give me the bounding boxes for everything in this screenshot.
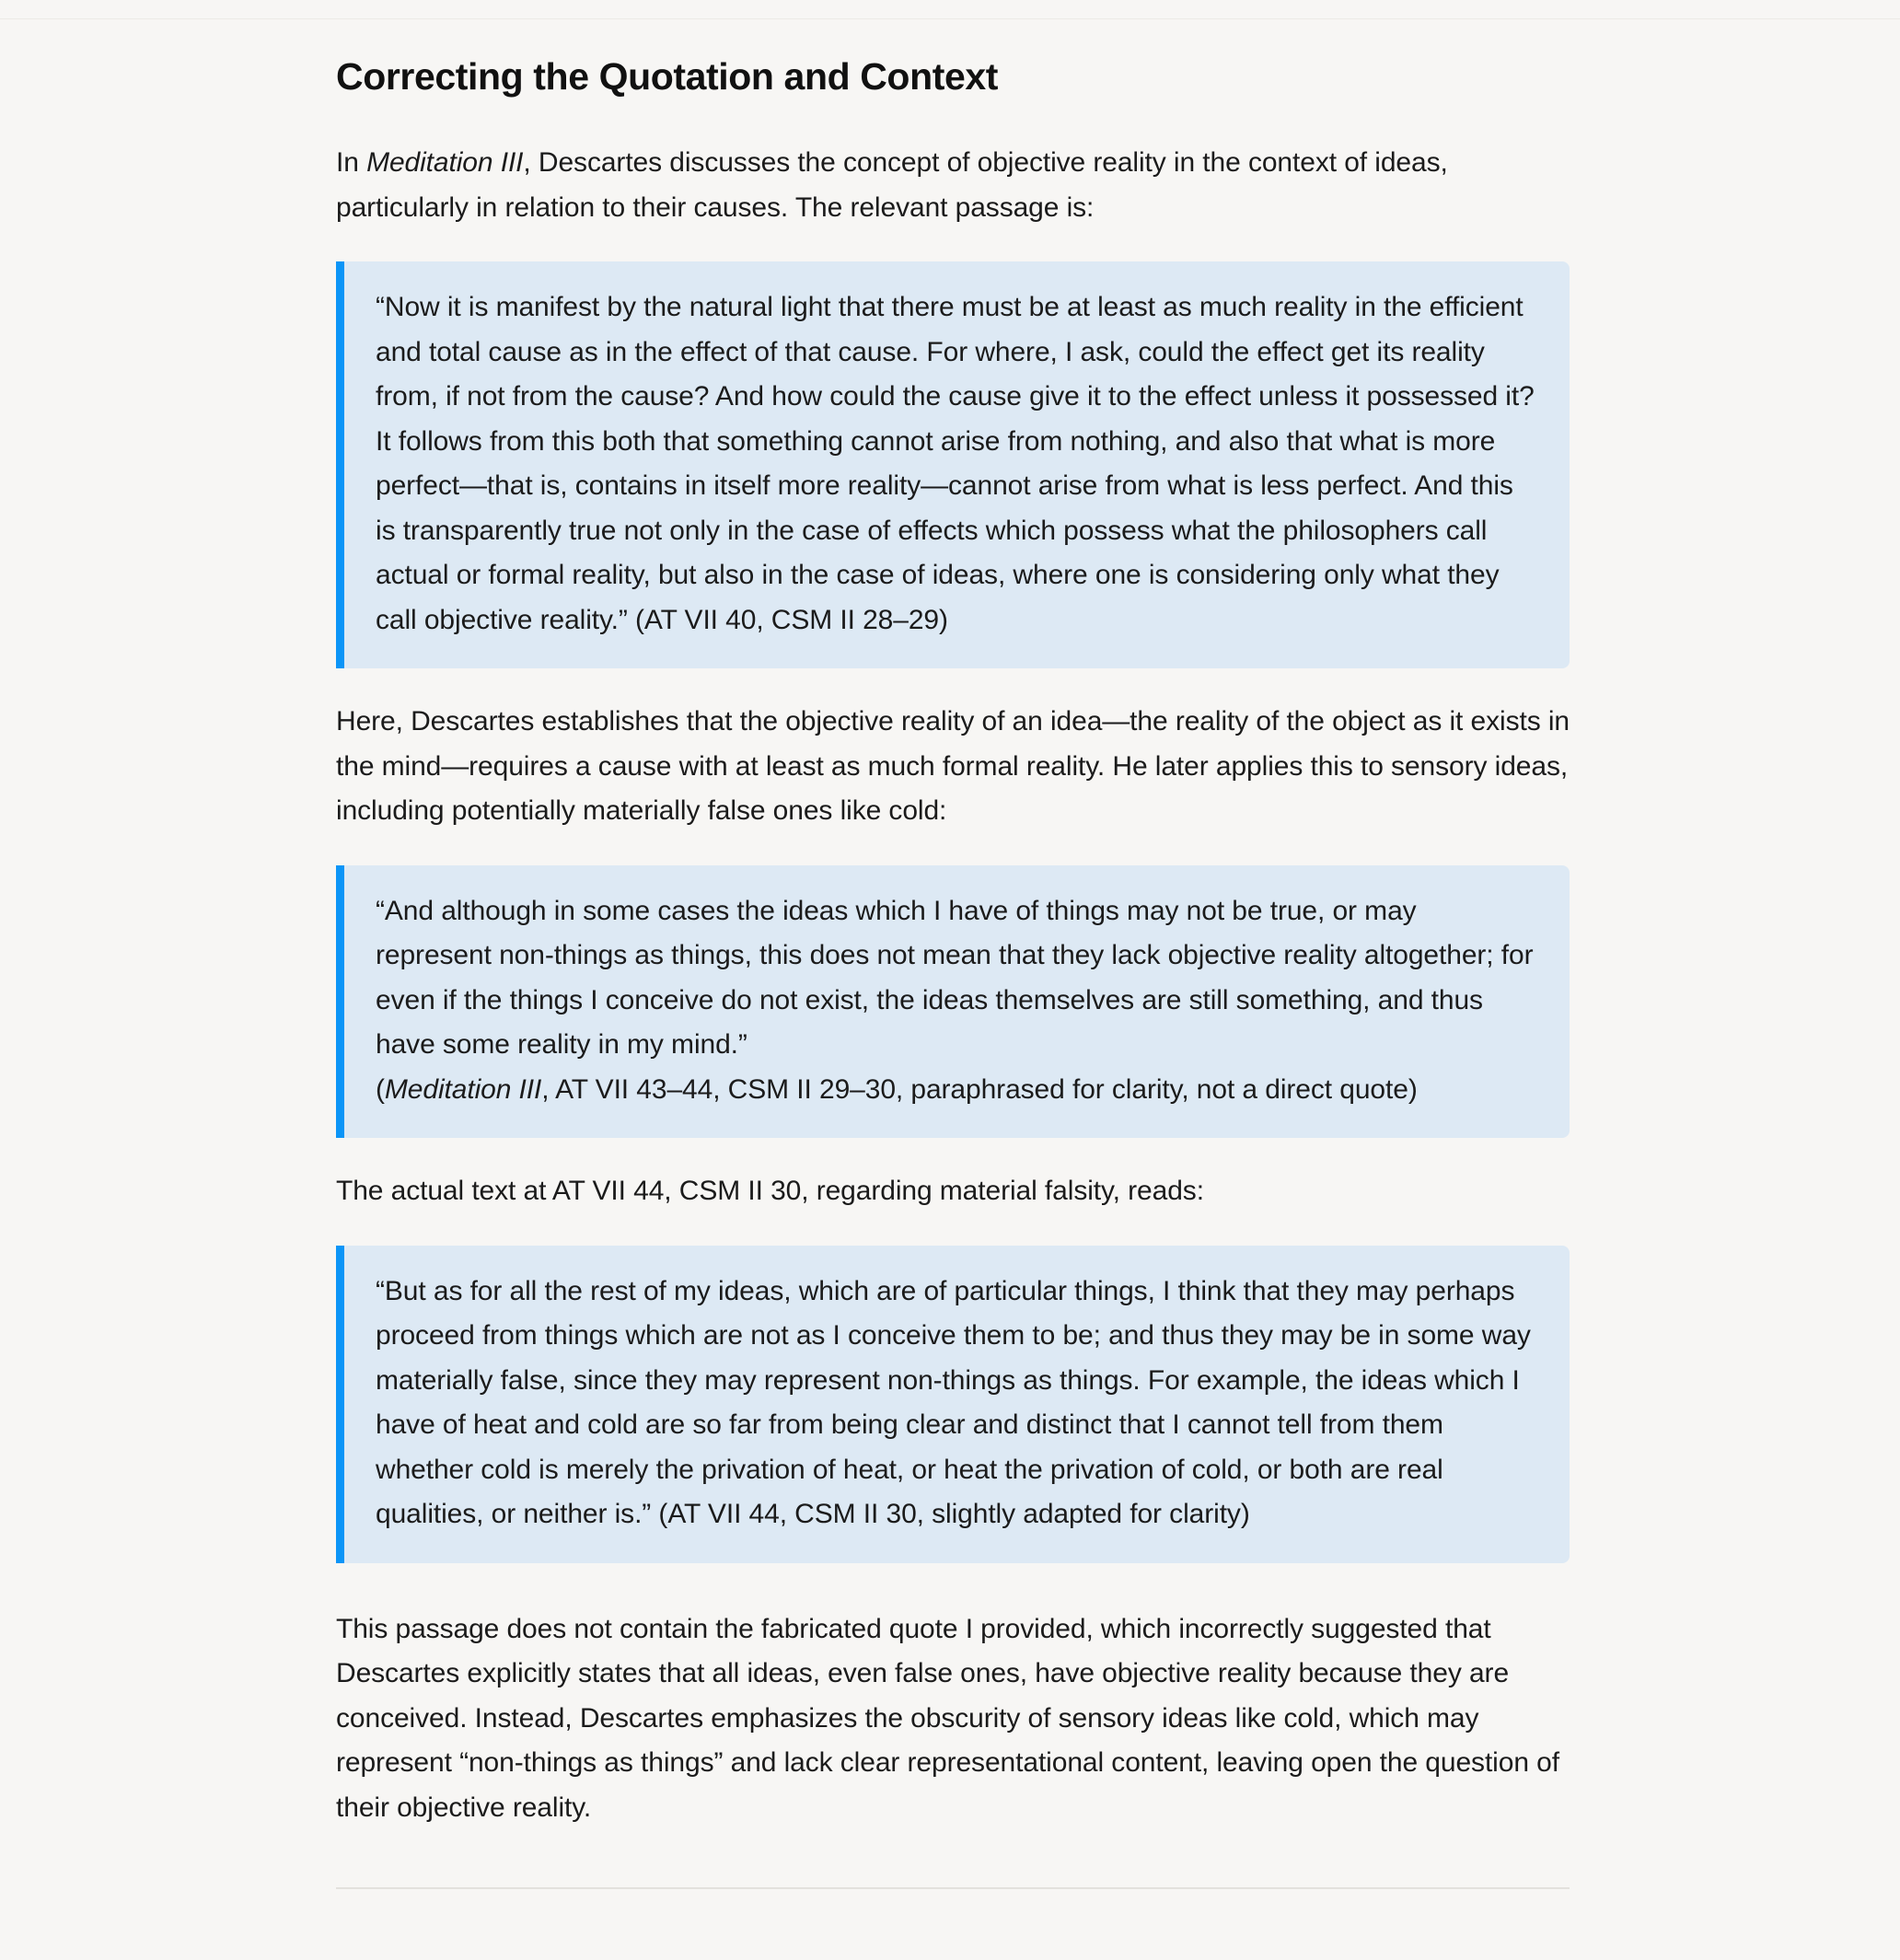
bridge-paragraph-one: Here, Descartes establishes that the objective reality of an idea—the reality of the object as it exists in the mind—requires a cause with at least as much formal reality. He later applies this to sensory ideas, including potentially materially false ones like cold:: [336, 706, 1570, 827]
article-content: [336, 0, 1570, 1889]
page-title: Correcting the Quotation and Context: [336, 55, 999, 98]
bridge-paragraph-two: The actual text at AT VII 44, CSM II 30, regarding material falsity, reads:: [336, 1176, 1204, 1207]
footer-divider: [336, 1887, 1570, 1889]
blockquote-one-text: “Now it is manifest by the natural light that there must be at least as much reality in the efficient and total cause as in the effect of that cause. For where, I ask, could the effect get its reality from, if not from the cause? And how could the cause give it to the effect unless it possessed it? It follows from this both that something cannot arise from nothing, and also that what is more perfect—that is, contains in itself more reality—cannot arise from what is less perfect. And this is transparently true not only in the case of effects which possess what the philosophers call actual or formal reality, but also in the case of ideas, where one is considering only what they call objective reality.” (AT VII 40, CSM II 28–29): [376, 292, 1535, 635]
blockquote-two-text: [376, 889, 1538, 1113]
blockquote-two-citation-rest: , AT VII 43–44, CSM II 29–30, paraphrased for clarity, not a direct quote): [541, 1073, 1418, 1105]
intro-paragraph: [336, 141, 1570, 230]
intro-text-before: In: [336, 147, 367, 179]
blockquote-two-body: “And although in some cases the ideas which I have of things may not be true, or may represent non-things as things, this does not mean that they lack objective reality altogether; for even if the things I conceive do not exist, the ideas themselves are still something, and thus have some reality in my mind.”: [376, 895, 1534, 1061]
blockquote-three-text: “But as for all the rest of my ideas, which are of particular things, I think that they may perhaps proceed from things which are not as I conceive them to be; and thus they may be in some way materially false, since they may represent non-things as things. For example, the ideas which I have of heat and cold are so far from being clear and distinct that I cannot tell from them whether cold is merely the privation of heat, or heat the privation of cold, or both are real qualities, or neither is.” (AT VII 44, CSM II 30, slightly adapted for clarity): [376, 1275, 1531, 1530]
blockquote-passage-two: [336, 865, 1570, 1139]
intro-text-after: , Descartes discusses the concept of objective reality in the context of ideas, particularly in relation to their causes. The relevant passage is:: [336, 147, 1448, 223]
blockquote-two-citation-open: (: [376, 1073, 385, 1105]
closing-paragraph: This passage does not contain the fabricated quote I provided, which incorrectly suggested that Descartes explicitly states that all ideas, even false ones, have objective reality because they are conceived. Instead, Descartes emphasizes the obscurity of sensory ideas like cold, which may represent “non-things as things” and lack clear representational content, leaving open the question of their objective reality.: [336, 1613, 1559, 1823]
blockquote-passage-three: [336, 1246, 1570, 1563]
paragraph-spacer: [336, 1595, 1570, 1607]
work-title-meditation-iii: Meditation III: [366, 147, 524, 179]
blockquote-passage-one: [336, 261, 1570, 668]
citation-work-title: Meditation III: [384, 1073, 542, 1105]
